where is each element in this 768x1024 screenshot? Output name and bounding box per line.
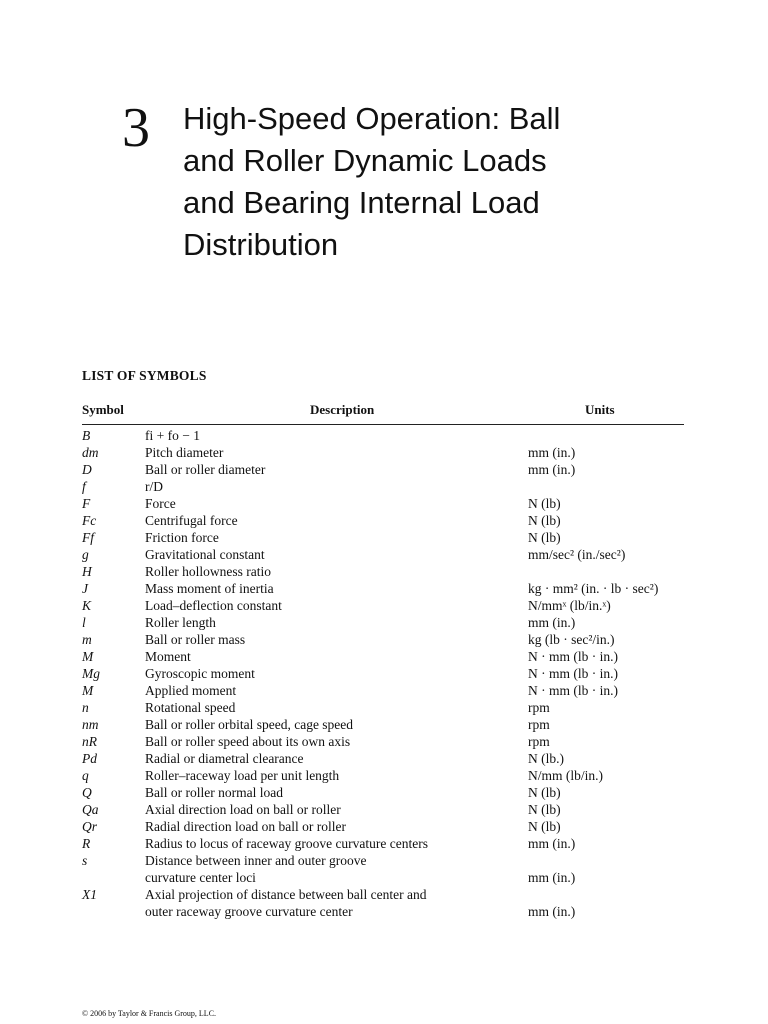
description-cell: Ball or roller normal load <box>145 785 283 800</box>
chapter-number: 3 <box>122 97 150 159</box>
table-row <box>82 870 684 887</box>
table-row <box>82 581 684 598</box>
table-row <box>82 445 684 462</box>
symbol-cell: H <box>82 564 92 579</box>
table-row <box>82 496 684 513</box>
units-cell: mm (in.) <box>528 870 576 885</box>
description-cell: outer raceway groove curvature center <box>145 904 353 919</box>
units-cell: rpm <box>528 700 550 715</box>
table-row <box>82 615 684 632</box>
table-row <box>82 598 684 615</box>
table-row <box>82 547 684 564</box>
symbol-cell: F <box>82 496 91 511</box>
description-cell: Centrifugal force <box>145 513 238 528</box>
description-cell: Load–deflection constant <box>145 598 282 613</box>
units-cell: N (lb) <box>528 819 561 834</box>
symbol-cell: Ff <box>82 530 94 545</box>
symbol-cell: Qa <box>82 802 99 817</box>
units-cell: kg · mm² (in. · lb · sec²) <box>528 581 659 596</box>
symbol-cell: X1 <box>82 887 97 902</box>
symbol-cell: m <box>82 632 92 647</box>
description-cell: Pitch diameter <box>145 445 224 460</box>
description-cell: Axial direction load on ball or roller <box>145 802 341 817</box>
description-cell: Ball or roller orbital speed, cage speed <box>145 717 354 732</box>
description-cell: Applied moment <box>145 683 237 698</box>
description-cell: Friction force <box>145 530 219 545</box>
table-row <box>82 428 684 445</box>
description-cell: Ball or roller speed about its own axis <box>145 734 351 749</box>
units-column-header: Units <box>585 402 615 417</box>
description-cell: Gravitational constant <box>145 547 265 562</box>
description-cell: Roller–raceway load per unit length <box>145 768 340 783</box>
description-cell: r/D <box>145 479 163 494</box>
units-cell: mm/sec² (in./sec²) <box>528 547 626 562</box>
units-cell: rpm <box>528 734 550 749</box>
description-cell: Moment <box>145 649 191 664</box>
units-cell: N · mm (lb · in.) <box>528 666 618 681</box>
symbol-cell: g <box>82 547 89 562</box>
table-row <box>82 513 684 530</box>
symbol-cell: s <box>82 853 88 868</box>
chapter-title-line: Distribution <box>183 227 339 262</box>
symbol-cell: R <box>82 836 91 851</box>
chapter-title-line: High-Speed Operation: Ball <box>183 101 561 136</box>
units-cell: N · mm (lb · in.) <box>528 683 618 698</box>
description-cell: Radius to locus of raceway groove curvature centers <box>145 836 429 851</box>
units-cell: N (lb) <box>528 513 561 528</box>
table-row <box>82 700 684 717</box>
table-row <box>82 802 684 819</box>
units-cell: mm (in.) <box>528 904 576 919</box>
units-cell: N (lb.) <box>528 751 564 766</box>
table-row <box>82 717 684 734</box>
symbol-cell: f <box>82 479 86 494</box>
table-row <box>82 734 684 751</box>
symbol-cell: Q <box>82 785 92 800</box>
description-cell: Axial projection of distance between ball center and <box>145 887 427 902</box>
table-row <box>82 785 684 802</box>
table-row <box>82 819 684 836</box>
description-cell: Distance between inner and outer groove <box>145 853 367 868</box>
units-cell: rpm <box>528 717 550 732</box>
units-cell: mm (in.) <box>528 615 576 630</box>
description-cell: Rotational speed <box>145 700 236 715</box>
units-cell: kg (lb · sec²/in.) <box>528 632 615 647</box>
units-cell: N/mmˣ (lb/in.ˣ) <box>528 598 611 613</box>
chapter-title-line: and Roller Dynamic Loads <box>183 143 547 178</box>
symbols-table-header <box>82 402 684 424</box>
description-cell: Gyroscopic moment <box>145 666 255 681</box>
symbol-cell: dm <box>82 445 99 460</box>
table-row <box>82 768 684 785</box>
units-cell: N (lb) <box>528 530 561 545</box>
table-row <box>82 887 684 904</box>
table-row <box>82 836 684 853</box>
units-cell: mm (in.) <box>528 462 576 477</box>
table-row <box>82 751 684 768</box>
units-cell: mm (in.) <box>528 445 576 460</box>
symbol-cell: Mg <box>82 666 100 681</box>
table-row <box>82 479 684 496</box>
symbol-cell: K <box>82 598 92 613</box>
table-row <box>82 632 684 649</box>
symbol-cell: Qr <box>82 819 98 834</box>
units-cell: mm (in.) <box>528 836 576 851</box>
description-cell: Ball or roller mass <box>145 632 246 647</box>
description-column-header: Description <box>310 402 375 417</box>
table-row <box>82 904 684 921</box>
table-row <box>82 683 684 700</box>
table-row <box>82 530 684 547</box>
description-cell: Roller length <box>145 615 216 630</box>
symbol-cell: M <box>82 649 94 664</box>
description-cell: Radial direction load on ball or roller <box>145 819 346 834</box>
chapter-title-line: and Bearing Internal Load <box>183 185 540 220</box>
symbol-cell: l <box>82 615 86 630</box>
symbol-cell: J <box>82 581 88 596</box>
symbol-cell: Fc <box>82 513 97 528</box>
units-cell: N (lb) <box>528 785 561 800</box>
units-cell: N/mm (lb/in.) <box>528 768 603 783</box>
units-cell: N (lb) <box>528 496 561 511</box>
description-cell: Radial or diametral clearance <box>145 751 304 766</box>
symbol-cell: B <box>82 428 91 443</box>
table-row <box>82 649 684 666</box>
description-cell: curvature center loci <box>145 870 256 885</box>
table-row <box>82 853 684 870</box>
symbol-cell: Pd <box>82 751 97 766</box>
table-row <box>82 462 684 479</box>
units-cell: N (lb) <box>528 802 561 817</box>
description-cell: Ball or roller diameter <box>145 462 266 477</box>
units-cell: N · mm (lb · in.) <box>528 649 618 664</box>
symbol-cell: nm <box>82 717 99 732</box>
symbol-cell: D <box>82 462 92 477</box>
section-heading: LIST OF SYMBOLS <box>82 368 207 383</box>
description-cell: Force <box>145 496 176 511</box>
symbol-cell: q <box>82 768 89 783</box>
symbol-cell: n <box>82 700 89 715</box>
description-cell: fi + fo − 1 <box>145 428 200 443</box>
table-row <box>82 564 684 581</box>
description-cell: Mass moment of inertia <box>145 581 274 596</box>
table-row <box>82 666 684 683</box>
copyright-footer: © 2006 by Taylor & Francis Group, LLC. <box>82 1009 217 1018</box>
symbols-table-body <box>82 428 684 921</box>
description-cell: Roller hollowness ratio <box>145 564 271 579</box>
header-rule <box>82 424 684 425</box>
symbol-cell: nR <box>82 734 97 749</box>
symbol-column-header: Symbol <box>82 402 124 417</box>
chapter-title <box>183 98 653 266</box>
symbol-cell: M <box>82 683 94 698</box>
